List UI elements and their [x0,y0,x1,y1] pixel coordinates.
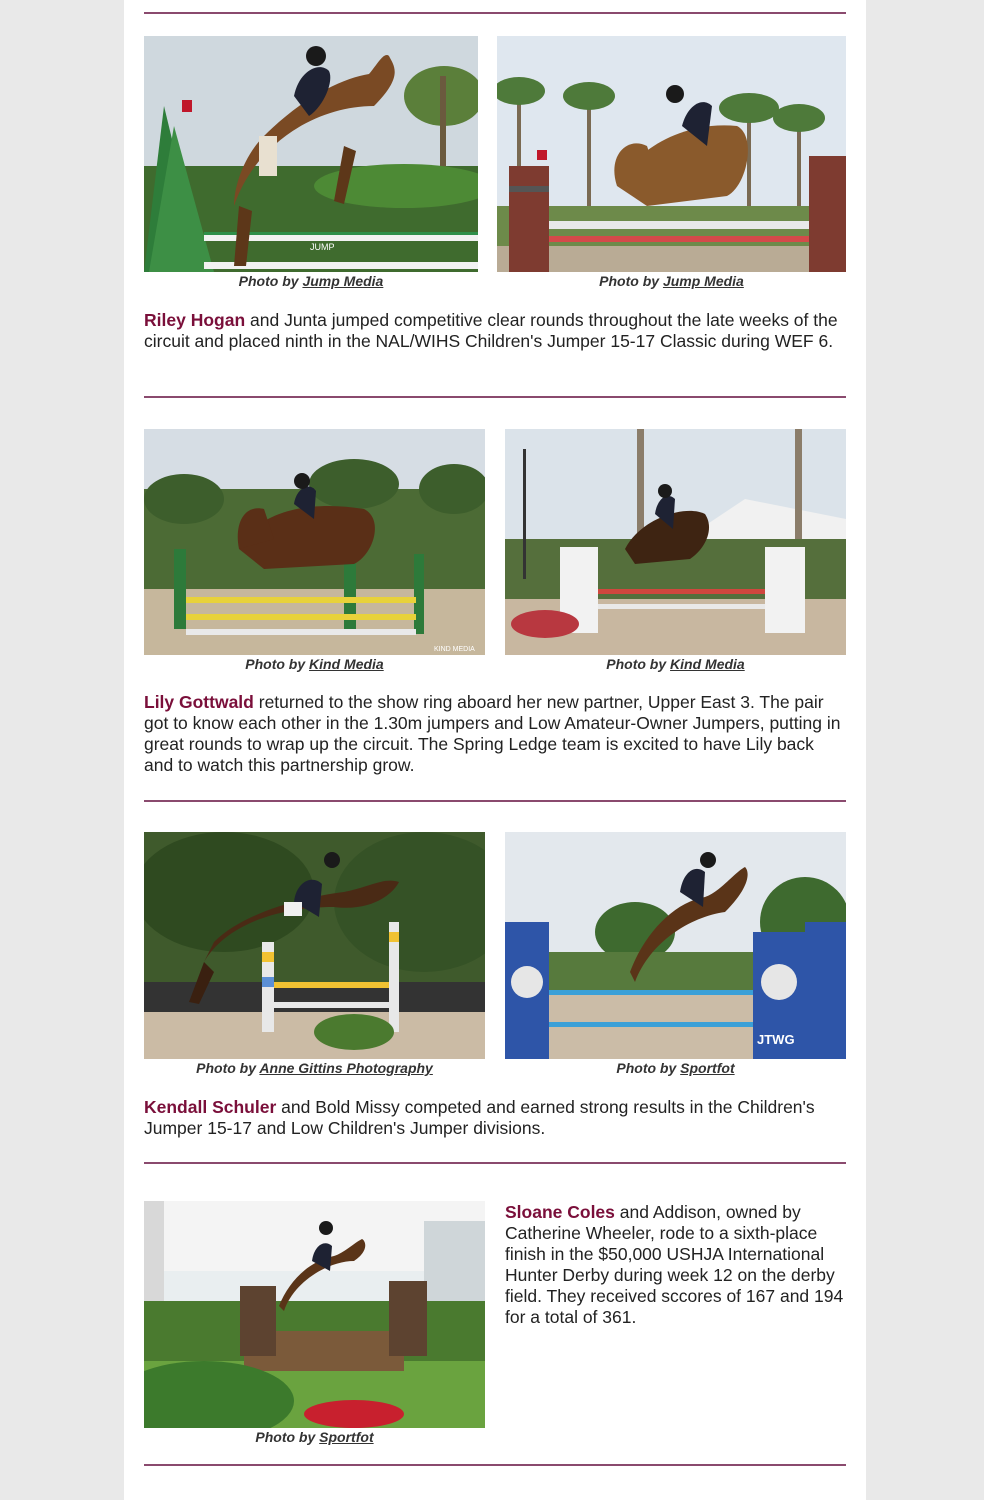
rider-name: Kendall Schuler [144,1097,277,1117]
credit-link-anne-gittins[interactable]: Anne Gittins Photography [259,1060,433,1076]
credit-link-kind-media[interactable]: Kind Media [670,656,745,672]
photo-credit: Photo by Sportfot [255,1429,374,1445]
photo-riley-hogan-1 [144,36,478,272]
paragraph-kendall-schuler: Kendall Schuler and Bold Missy competed and earned strong results in the Children's Jumper 15-17 and Low Children's Jumper divisions. [144,1097,815,1138]
credit-link-jump-media[interactable]: Jump Media [662,273,744,289]
photo-lily-gottwald-2 [505,429,846,655]
watermark-kind: KIND MEDIA [434,646,475,653]
paragraph-sloane-coles: Sloane Coles and Addison, owned by Catherine Wheeler, rode to a sixth-place finish in the $50,000 USHJA International Hunter Derby during week 12 on the derby field. They received sccores of 167 and 194 for a total of 361. [505,1202,844,1327]
credit-link-kind-media[interactable]: Kind Media [309,656,384,672]
paragraph-lily-gottwald: Lily Gottwald returned to the show ring aboard her new partner, Upper East 3. The pair got to know each other in the 1.30m jumpers and Low Amateur-Owner Jumpers, putting in great rounds to wrap up the circuit. The Spring Ledge team is excited to have Lily back and to watch this partnership grow. [144,692,841,775]
credit-link-sportfot[interactable]: Sportfot [680,1060,735,1076]
newsletter-page [124,0,866,1500]
photo-credit: Photo by Jump Media [599,273,744,289]
rider-name: Riley Hogan [144,310,246,330]
divider [144,12,846,14]
photo-lily-gottwald-1 [144,429,485,655]
photo-credit: Photo by Kind Media [245,656,384,672]
watermark-jtwg: JTWG [757,1032,795,1047]
divider [144,1162,846,1164]
rider-name: Lily Gottwald [144,692,254,712]
rider-name: Sloane Coles [505,1202,615,1222]
photo-kendall-schuler-2 [505,832,846,1059]
credit-link-sportfot[interactable]: Sportfot [319,1429,374,1445]
photo-credit: Photo by Kind Media [606,656,745,672]
paragraph-riley-hogan: Riley Hogan and Junta jumped competitive clear rounds throughout the late weeks of the circuit and placed ninth in the NAL/WIHS Children's Jumper 15-17 Classic during WEF 6. [144,310,838,351]
credit-link-jump-media[interactable]: Jump Media [302,273,384,289]
photo-riley-hogan-2 [497,36,846,272]
divider [144,800,846,802]
divider [144,396,846,398]
photo-credit: Photo by Jump Media [238,273,384,289]
photo-kendall-schuler-1 [144,832,485,1059]
photo-credit: Photo by Anne Gittins Photography [196,1060,433,1076]
photo-sloane-coles [144,1201,485,1428]
photo-credit: Photo by Sportfot [616,1060,735,1076]
watermark-jump: JUMP [310,242,335,252]
divider [144,1464,846,1466]
